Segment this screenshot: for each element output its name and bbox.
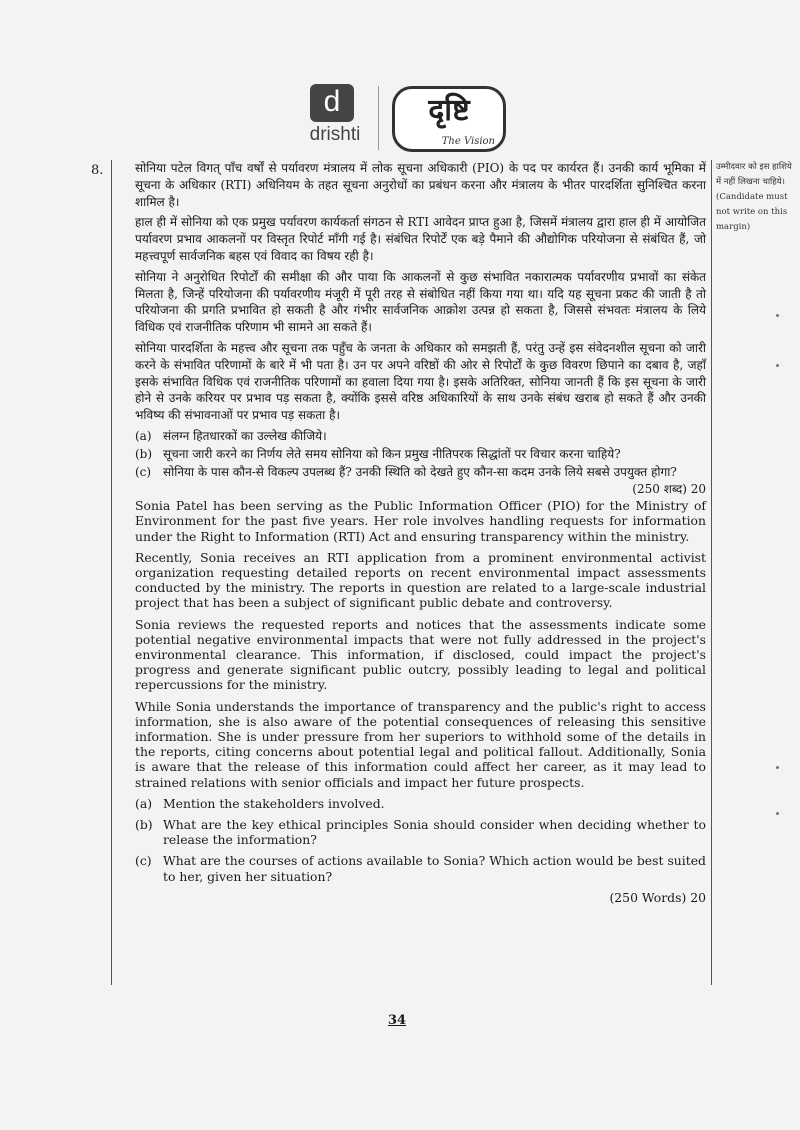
hindi-paragraph-1: सोनिया पटेल विगत् पाँच वर्षों से पर्यावरण मंत्रालय में लोक सूचना अधिकारी (PIO) के पद पर कार्यरत हैं। उनकी कार्य भूमिका में सूचना के अधिकार (RTI) अधिनियम के तहत सूचना अनुरोधों का प्रबंधन करना और मंत्रालय के भीतर पारदर्शिता सुनिश्चित करना शामिल है।: [135, 161, 706, 209]
d-logo-icon: d: [310, 84, 354, 122]
scan-speck: [776, 812, 779, 815]
english-option-b: [135, 817, 706, 847]
logo-tagline: The Vision: [441, 136, 495, 147]
hindi-paragraph-3: सोनिया ने अनुरोधित रिपोर्टों की समीक्षा की और पाया कि आकलनों से कुछ संभावित नकारात्मक पर्यावरणीय प्रभावों का संकेत मिलता है, जिन्हें परियोजना की पर्यावरणीय मंजूरी में पूरी तरह से संबोधित नहीं किया गया था। यदि यह सूचना प्रकट की जाती है तो परियोजना की प्रगति प्रभावित हो सकती है और गंभीर सार्वजनिक आक्रोश उत्पन्न हो सकता है, जिससे संभवतः मंत्रालय के लिये विधिक एवं राजनीतिक परिणाम भी सामने आ सकते हैं।: [135, 269, 706, 335]
vision-logo-badge: [392, 86, 506, 152]
logo-brand-text: drishti: [309, 124, 361, 145]
option-label: (b): [135, 817, 153, 832]
scan-speck: [776, 364, 779, 367]
option-label: (a): [135, 428, 152, 443]
option-text: What are the courses of actions available to Sonia? Which action would be best suited to her, given her situation?: [163, 853, 706, 884]
hindi-option-b: [135, 446, 706, 463]
english-marks: (250 Words) 20: [609, 889, 706, 905]
hindi-paragraph-2: हाल ही में सोनिया को एक प्रमुख पर्यावरण कार्यकर्ता संगठन से RTI आवेदन प्राप्त हुआ है, जिसमें मंत्रालय द्वारा हाल ही में आयोजित पर्यावरण प्रभाव आकलनों पर विस्तृत रिपोर्ट माँगी गई है। संबंधित रिपोर्टें एक बड़े पैमाने की औद्योगिक परियोजना से संबंधित हैं, जो महत्त्वपूर्ण सार्वजनिक बहस एवं विवाद का विषय रही है।: [135, 215, 706, 263]
option-text: Mention the stakeholders involved.: [163, 795, 385, 811]
option-text: संलग्न हितधारकों का उल्लेख कीजिये।: [163, 428, 327, 443]
option-label: (a): [135, 795, 153, 811]
option-text: सोनिया के पास कौन-से विकल्प उपलब्ध हैं? उनकी स्थिति को देखते हुए कौन-सा कदम उनके लिये सबसे उपयुक्त होगा?: [163, 464, 677, 479]
question-number: 8.: [91, 163, 104, 178]
english-paragraph-3: Sonia reviews the requested reports and notices that the assessments indicate some potential negative environmental impacts that were not fully addressed in the project's environmental clearance. This information, if disclosed, could impact the project's progress and generate significant public outcry, possibly leading to legal and political repercussions for the ministry.: [135, 616, 706, 693]
left-margin-line: [111, 160, 112, 985]
drishti-logo: [300, 84, 505, 154]
hindi-option-a: [135, 428, 706, 445]
margin-instruction-english: (Candidate must not write on this margin): [716, 192, 788, 232]
hindi-marks: (250 शब्द) 20: [632, 482, 706, 497]
scan-speck: [776, 766, 779, 769]
option-label: (c): [135, 464, 152, 479]
option-label: (b): [135, 446, 153, 461]
logo-separator: [378, 86, 379, 150]
hindi-paragraph-4: सोनिया पारदर्शिता के महत्त्व और सूचना तक पहुँच के जनता के अधिकार को समझती हैं, परंतु उन्हें इस संवेदनशील सूचना को जारी करने के संभावित परिणामों के बारे में भी पता है। उन पर अपने वरिष्ठों की ओर से रिपोर्टों के कुछ विवरण छिपाने का दबाव है, जहाँ इसके संभावित विधिक एवं राजनीतिक परिणामों का हवाला दिया गया है। इसके अतिरिक्त, सोनिया जानती हैं कि इस सूचना के जारी होने से उनके करियर पर प्रभाव पड़ सकता है, क्योंकि इससे वरिष्ठ अधिकारियों के साथ उनके संबंध खराब हो सकते हैं और उनकी भविष्य की संभावनाओं पर प्रभाव पड़ सकता है।: [135, 340, 706, 423]
option-label: (c): [135, 853, 152, 869]
english-paragraph-1: Sonia Patel has been serving as the Public Information Officer (PIO) for the Ministry of Environment for the past five years. Her role involves handling requests for information under the Right to Information (RTI) Act and ensuring transparency within the ministry.: [135, 498, 706, 544]
hindi-option-c: [135, 464, 706, 481]
option-text: What are the key ethical principles Sonia should consider when deciding whether to release the information?: [163, 817, 706, 848]
question-content: [135, 160, 706, 911]
english-option-c: [135, 853, 706, 883]
margin-instruction: [716, 160, 798, 235]
page-number: 34: [388, 1013, 407, 1028]
english-option-a: [135, 796, 706, 811]
english-paragraph-2: Recently, Sonia receives an RTI application from a prominent environmental activist organization requesting detailed reports on recent environmental impact assessments conducted by the ministry. The reports in question are related to a large-scale industrial project that has been a subject of significant public debate and controversy.: [135, 549, 706, 611]
option-text: सूचना जारी करने का निर्णय लेते समय सोनिया को किन प्रमुख नीतिपरक सिद्धांतों पर विचार करना चाहिये?: [163, 446, 621, 461]
logo-hindi-text: दृष्टि: [428, 93, 470, 128]
right-margin-line: [711, 160, 712, 985]
margin-instruction-hindi: उम्मीदवार को इस हाशिये में नहीं लिखना चाहिये।: [716, 162, 792, 187]
english-paragraph-4: While Sonia understands the importance of transparency and the public's right to access information, she is also aware of the potential consequences of releasing this sensitive information. She is under pressure from her superiors to withhold some of the details in the reports, citing concerns about potential legal and political fallout. Additionally, Sonia is aware that the release of this information could affect her career, as it may lead to strained relations with senior officials and impact her future prospects.: [135, 698, 706, 790]
scan-speck: [776, 314, 779, 317]
